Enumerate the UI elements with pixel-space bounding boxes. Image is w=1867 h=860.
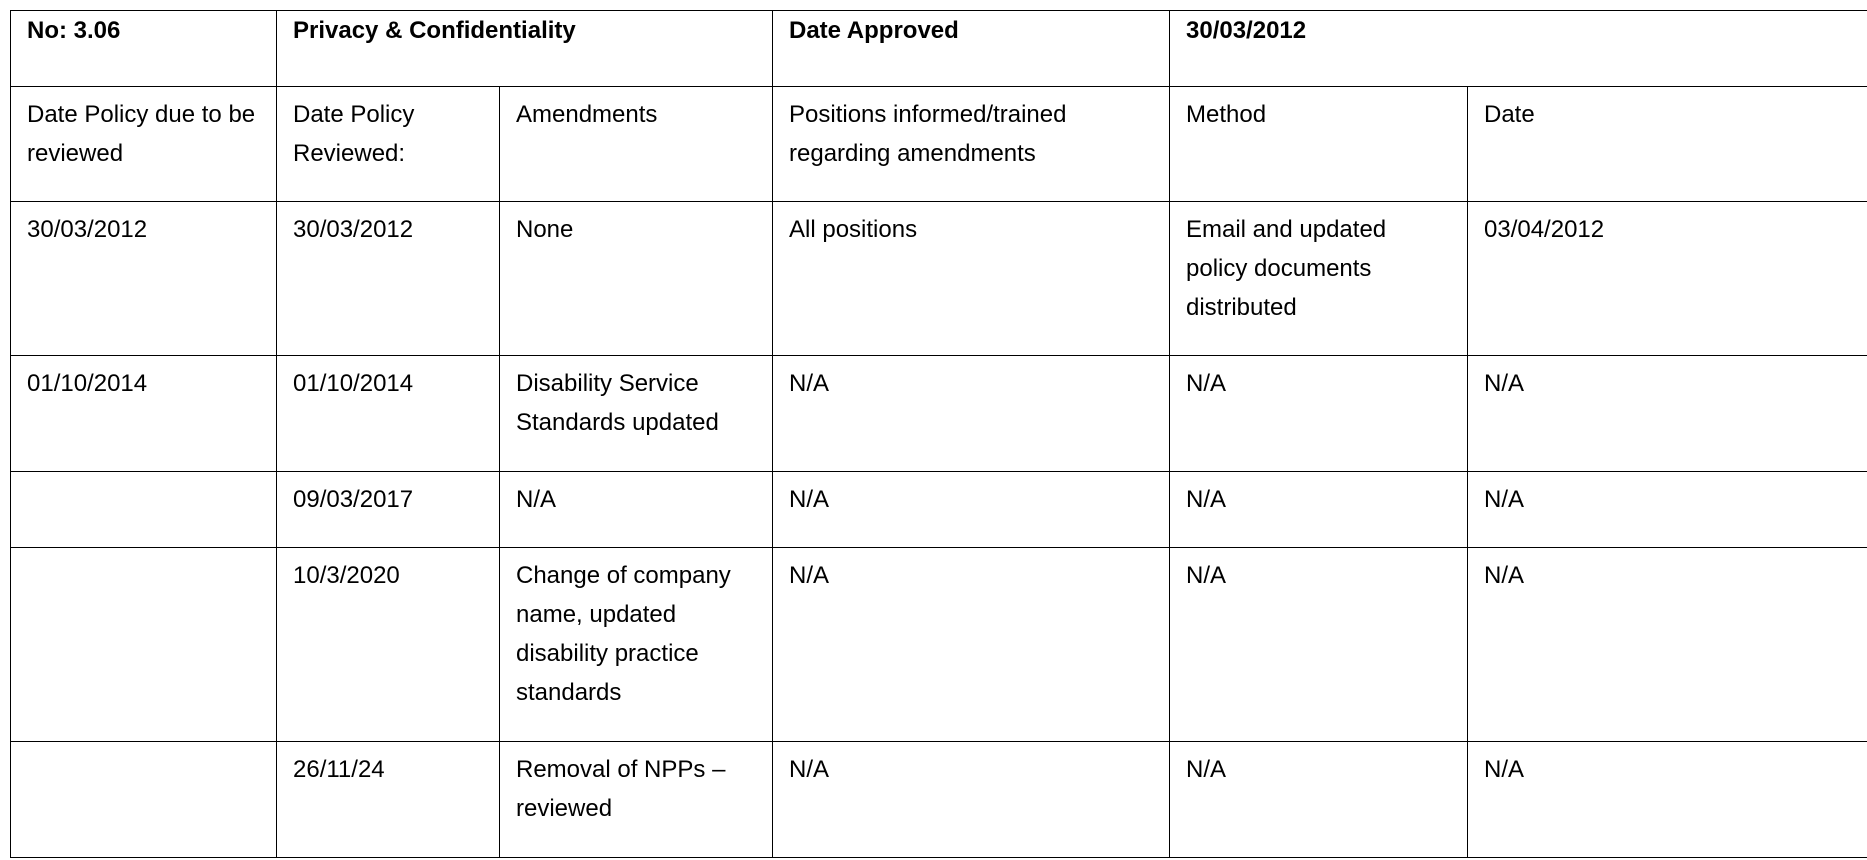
policy-review-table (10, 10, 1867, 858)
due-date-cell: 30/03/2012 (11, 202, 277, 356)
method-cell: N/A (1170, 472, 1468, 548)
positions-cell: N/A (773, 742, 1170, 858)
column-header-date: Date (1468, 87, 1867, 202)
column-header-reviewed-date: Date Policy Reviewed: (277, 87, 500, 202)
policy-header-row (11, 11, 1867, 87)
positions-cell: N/A (773, 472, 1170, 548)
table-row (11, 202, 1867, 356)
column-header-row (11, 87, 1867, 202)
date-cell: N/A (1468, 742, 1867, 858)
amendments-cell: N/A (500, 472, 773, 548)
amendments-cell: Change of company name, updated disability practice standards (500, 548, 773, 742)
column-header-due-date: Date Policy due to be reviewed (11, 87, 277, 202)
date-approved-value: 30/03/2012 (1170, 11, 1867, 87)
table-row (11, 742, 1867, 858)
positions-cell: N/A (773, 356, 1170, 472)
due-date-cell (11, 548, 277, 742)
method-cell: N/A (1170, 742, 1468, 858)
reviewed-date-cell: 01/10/2014 (277, 356, 500, 472)
reviewed-date-cell: 09/03/2017 (277, 472, 500, 548)
date-cell: N/A (1468, 548, 1867, 742)
column-header-amendments: Amendments (500, 87, 773, 202)
positions-cell: All positions (773, 202, 1170, 356)
method-cell: N/A (1170, 548, 1468, 742)
date-cell: 03/04/2012 (1468, 202, 1867, 356)
date-approved-label: Date Approved (773, 11, 1170, 87)
policy-number: No: 3.06 (11, 11, 277, 87)
reviewed-date-cell: 30/03/2012 (277, 202, 500, 356)
method-cell: Email and updated policy documents distributed (1170, 202, 1468, 356)
table-row (11, 356, 1867, 472)
date-cell: N/A (1468, 472, 1867, 548)
due-date-cell: 01/10/2014 (11, 356, 277, 472)
amendments-cell: Removal of NPPs – reviewed (500, 742, 773, 858)
column-header-method: Method (1170, 87, 1468, 202)
reviewed-date-cell: 26/11/24 (277, 742, 500, 858)
table-row (11, 548, 1867, 742)
amendments-cell: Disability Service Standards updated (500, 356, 773, 472)
table-row (11, 472, 1867, 548)
due-date-cell (11, 742, 277, 858)
reviewed-date-cell: 10/3/2020 (277, 548, 500, 742)
positions-cell: N/A (773, 548, 1170, 742)
policy-title: Privacy & Confidentiality (277, 11, 773, 87)
amendments-cell: None (500, 202, 773, 356)
column-header-positions: Positions informed/trained regarding amendments (773, 87, 1170, 202)
due-date-cell (11, 472, 277, 548)
date-cell: N/A (1468, 356, 1867, 472)
method-cell: N/A (1170, 356, 1468, 472)
